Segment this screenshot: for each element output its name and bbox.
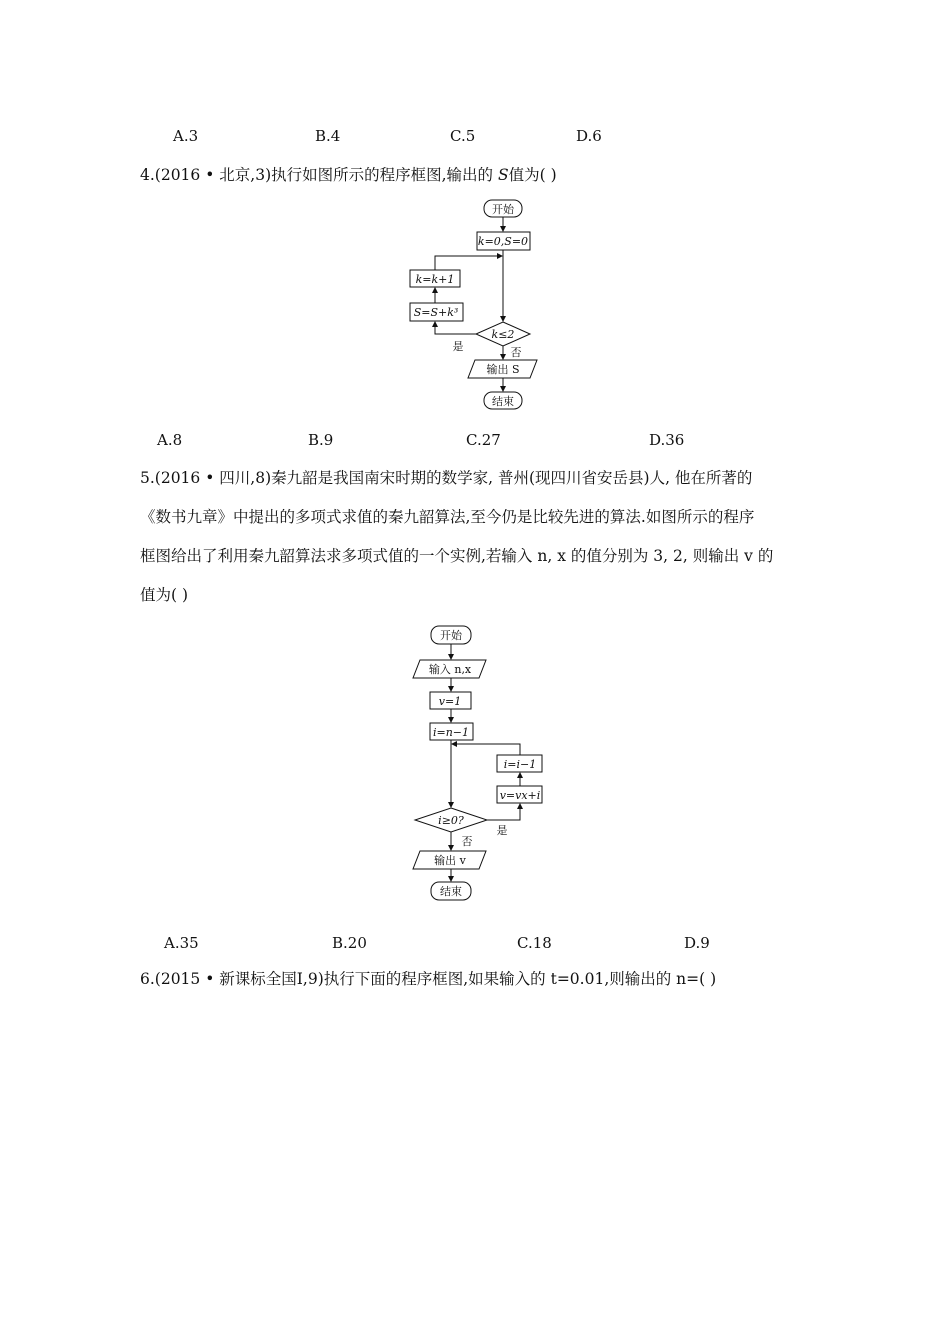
q4-stem-var: S xyxy=(497,166,509,184)
q5-flow-cond: i≥0? xyxy=(438,814,464,827)
q4-stem-post: 值为( ) xyxy=(508,166,557,184)
q5-flow-end: 结束 xyxy=(440,885,462,898)
q3-option-a: A.3 xyxy=(173,127,199,145)
q4-stem xyxy=(140,163,557,185)
q5-flow-start: 开始 xyxy=(440,629,462,642)
q4-flowchart xyxy=(400,192,560,417)
q5-option-d: D.9 xyxy=(684,934,710,952)
q4-option-d: D.36 xyxy=(649,431,685,449)
q4-flow-init: k=0,S=0 xyxy=(477,235,529,248)
q4-flow-cond: k≤2 xyxy=(491,328,515,341)
q5-flow-i-update: i=i−1 xyxy=(503,758,537,771)
q5-stem-line1: 5.(2016 • 四川,8)秦九韶是我国南宋时期的数学家, 普州(现四川省安岳县)人, 他在所著的 xyxy=(140,469,753,487)
q4-flow-s-update: S=S+k³ xyxy=(413,306,459,319)
q5-flow-i-init: i=n−1 xyxy=(432,726,470,739)
q5-option-b: B.20 xyxy=(332,934,367,952)
q6-stem: 6.(2015 • 新课标全国Ⅰ,9)执行下面的程序框图,如果输入的 t=0.01,则输出的 n=( ) xyxy=(140,970,717,988)
q3-option-d: D.6 xyxy=(576,127,602,145)
q4-flow-yes: 是 xyxy=(452,340,464,353)
q5-flow-output: 输出 v xyxy=(434,854,466,867)
q4-flow-start: 开始 xyxy=(492,203,514,216)
q3-option-c: C.5 xyxy=(450,127,476,145)
q5-option-c: C.18 xyxy=(517,934,552,952)
q4-flow-end: 结束 xyxy=(492,395,514,408)
q4-flow-output: 输出 S xyxy=(486,363,520,376)
q5-stem-line2: 《数书九章》中提出的多项式求值的秦九韶算法,至今仍是比较先进的算法.如图所示的程序 xyxy=(140,508,755,526)
q5-stem-line4: 值为( ) xyxy=(140,586,189,604)
q5-option-a: A.35 xyxy=(164,934,199,952)
q5-flow-v-update: v=vx+i xyxy=(499,789,541,802)
q5-flow-no: 否 xyxy=(461,835,473,848)
q4-flow-k-update: k=k+1 xyxy=(415,273,455,286)
q4-option-b: B.9 xyxy=(308,431,334,449)
q5-flow-yes: 是 xyxy=(496,824,508,837)
q4-stem-pre: 4.(2016 • 北京,3)执行如图所示的程序框图,输出的 xyxy=(140,166,498,184)
q4-option-c: C.27 xyxy=(466,431,501,449)
q5-stem xyxy=(140,459,820,615)
q5-flow-input: 输入 n,x xyxy=(428,663,472,676)
q4-option-a: A.8 xyxy=(157,431,183,449)
q5-flow-v-init: v=1 xyxy=(438,695,462,708)
q5-stem-line3: 框图给出了利用秦九韶算法求多项式值的一个实例,若输入 n, x 的值分别为 3, 2, 则输出 v 的 xyxy=(140,547,774,565)
q4-flow-no: 否 xyxy=(510,346,522,359)
q5-flowchart xyxy=(400,620,560,910)
q3-option-b: B.4 xyxy=(315,127,341,145)
